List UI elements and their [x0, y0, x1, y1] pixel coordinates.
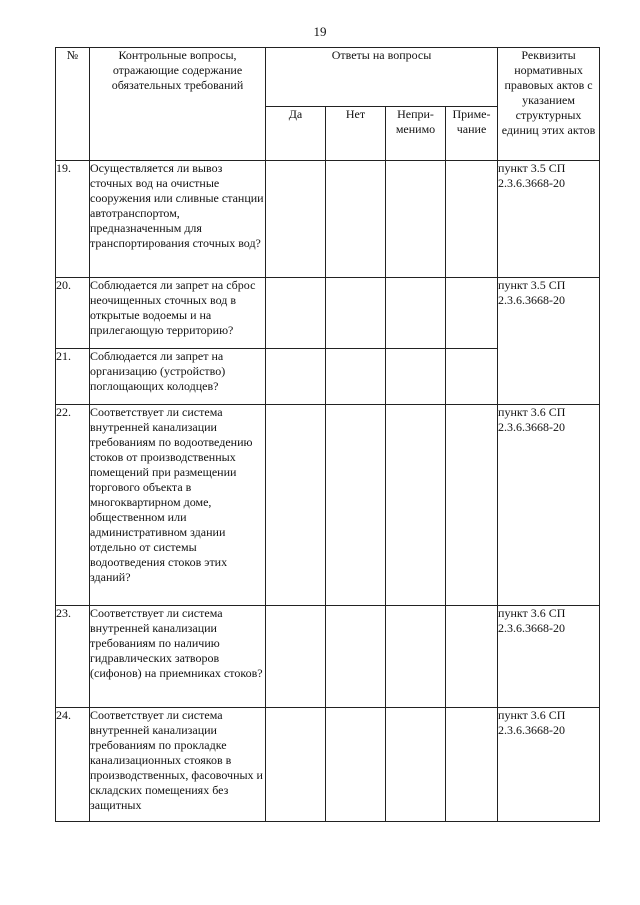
checklist-table	[55, 47, 600, 822]
row-number: 22.	[56, 405, 90, 606]
row-reference: пункт 3.6 СП 2.3.6.3668-20	[498, 708, 600, 822]
answer-no-cell[interactable]	[326, 161, 386, 278]
note-cell[interactable]	[446, 606, 498, 708]
row-number: 24.	[56, 708, 90, 822]
row-reference: пункт 3.5 СП 2.3.6.3668-20	[498, 278, 600, 405]
answer-yes-cell[interactable]	[266, 161, 326, 278]
row-number: 20.	[56, 278, 90, 349]
answer-na-cell[interactable]	[386, 349, 446, 405]
answer-no-cell[interactable]	[326, 349, 386, 405]
table-row	[56, 708, 600, 822]
answer-na-cell[interactable]	[386, 405, 446, 606]
row-question: Соблюдается ли запрет на сброс неочищенных сточных вод в открытые водоемы и на прилегающую территорию?	[90, 278, 266, 349]
table-row	[56, 278, 600, 349]
answer-yes-cell[interactable]	[266, 606, 326, 708]
note-cell[interactable]	[446, 405, 498, 606]
answer-na-cell[interactable]	[386, 278, 446, 349]
table-row	[56, 405, 600, 606]
header-answers: Ответы на вопросы	[266, 48, 498, 107]
note-cell[interactable]	[446, 278, 498, 349]
row-reference: пункт 3.6 СП 2.3.6.3668-20	[498, 606, 600, 708]
answer-no-cell[interactable]	[326, 606, 386, 708]
row-question: Соответствует ли система внутренней канализации требованиям по прокладке канализационных стояков в производственных, фасовочных и складских помещениях без защитных	[90, 708, 266, 822]
answer-no-cell[interactable]	[326, 405, 386, 606]
answer-na-cell[interactable]	[386, 161, 446, 278]
header-not-applicable: Непри- менимо	[386, 107, 446, 161]
answer-yes-cell[interactable]	[266, 278, 326, 349]
table-row	[56, 161, 600, 278]
table-row	[56, 606, 600, 708]
header-yes: Да	[266, 107, 326, 161]
answer-yes-cell[interactable]	[266, 349, 326, 405]
answer-yes-cell[interactable]	[266, 708, 326, 822]
answer-na-cell[interactable]	[386, 708, 446, 822]
row-question: Осуществляется ли вывоз сточных вод на очистные сооружения или сливные станции автотранспортом, предназначенным для транспортирования сточных вод?	[90, 161, 266, 278]
row-reference: пункт 3.6 СП 2.3.6.3668-20	[498, 405, 600, 606]
header-question: Контрольные вопросы, отражающие содержание обязательных требований	[90, 48, 266, 161]
row-reference: пункт 3.5 СП 2.3.6.3668-20	[498, 161, 600, 278]
row-question: Соответствует ли система внутренней канализации требованиям по наличию гидравлических затворов (сифонов) на приемниках стоков?	[90, 606, 266, 708]
answer-yes-cell[interactable]	[266, 405, 326, 606]
answer-na-cell[interactable]	[386, 606, 446, 708]
answer-no-cell[interactable]	[326, 708, 386, 822]
row-number: 19.	[56, 161, 90, 278]
row-number: 21.	[56, 349, 90, 405]
note-cell[interactable]	[446, 349, 498, 405]
header-no: Нет	[326, 107, 386, 161]
page-number: 19	[313, 24, 327, 39]
row-question: Соответствует ли система внутренней канализации требованиям по водоотведению стоков от производственных помещений при размещении торгового объекта в многоквартирном доме, общественном или административном здании отдельно от системы водоотведения стоков этих зданий?	[90, 405, 266, 606]
row-question: Соблюдается ли запрет на организацию (устройство) поглощающих колодцев?	[90, 349, 266, 405]
row-number: 23.	[56, 606, 90, 708]
header-note: Приме- чание	[446, 107, 498, 161]
header-reference: Реквизиты нормативных правовых актов с указанием структурных единиц этих актов	[498, 48, 600, 161]
note-cell[interactable]	[446, 708, 498, 822]
header-number: №	[56, 48, 90, 161]
answer-no-cell[interactable]	[326, 278, 386, 349]
note-cell[interactable]	[446, 161, 498, 278]
